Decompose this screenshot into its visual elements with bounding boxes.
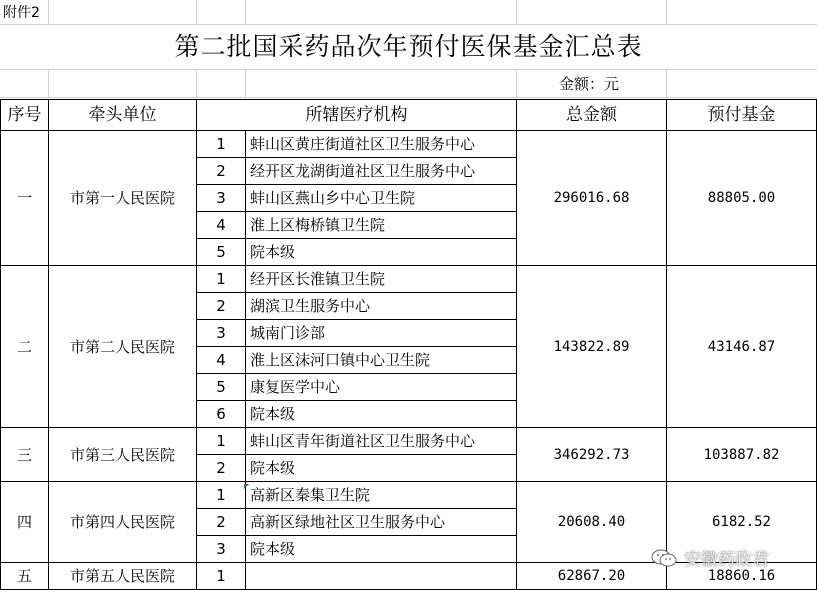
page-title: 第二批国采药品次年预付医保基金汇总表 — [174, 32, 643, 61]
table-row — [1, 428, 817, 455]
institution-name: 湖滨卫生服务中心 — [246, 293, 517, 320]
total-amount: 20608.40 — [517, 482, 667, 563]
institution-name: 康复医学中心 — [246, 374, 517, 401]
wechat-icon — [650, 548, 678, 568]
gridline — [0, 69, 817, 70]
group-seq: 五 — [1, 563, 49, 590]
header-institutions: 所辖医疗机构 — [197, 100, 517, 131]
gridline — [196, 0, 197, 24]
header-seq: 序号 — [1, 100, 49, 131]
total-amount: 296016.68 — [517, 131, 667, 266]
lead-unit: 市第四人民医院 — [49, 482, 197, 563]
institution-name: 高新区秦集卫生院 — [246, 482, 517, 509]
institution-name: 高新区绿地社区卫生服务中心 — [246, 509, 517, 536]
institution-no: 1 — [197, 563, 246, 590]
total-amount: 143822.89 — [517, 266, 667, 428]
gridline — [516, 69, 517, 97]
gridline — [666, 0, 667, 24]
header-total: 总金额 — [517, 100, 667, 131]
institution-no: 2 — [197, 509, 246, 536]
institution-name: 城南门诊部 — [246, 320, 517, 347]
institution-no: 1 — [197, 131, 246, 158]
institution-name: 经开区长淮镇卫生院 — [246, 266, 517, 293]
institution-no: 2 — [197, 158, 246, 185]
institution-no: 1 — [197, 482, 246, 509]
gridline — [245, 69, 246, 97]
institution-name: 蚌山区燕山乡中心卫生院 — [246, 185, 517, 212]
total-amount: 62867.20 — [517, 563, 667, 590]
watermark — [650, 545, 769, 570]
prepaid-fund: 103887.82 — [667, 428, 817, 482]
gridline — [0, 97, 817, 98]
institution-name: 蚌山区青年街道社区卫生服务中心 — [246, 428, 517, 455]
institution-no: 4 — [197, 212, 246, 239]
prepaid-fund: 43146.87 — [667, 266, 817, 428]
prepaid-fund: 6182.52 — [667, 482, 817, 563]
institution-name: 院本级 — [246, 401, 517, 428]
total-amount: 346292.73 — [517, 428, 667, 482]
institution-no: 5 — [197, 239, 246, 266]
institution-no: 1 — [197, 428, 246, 455]
prepaid-fund: 18860.16 — [667, 563, 817, 590]
institution-name: 院本级 — [246, 455, 517, 482]
watermark-text: 安徽药政君 — [684, 550, 769, 570]
gridline — [245, 0, 246, 24]
table-row — [1, 131, 817, 158]
cell-comment-marker — [244, 484, 249, 489]
header-lead-unit: 牵头单位 — [49, 100, 197, 131]
gridline — [0, 24, 817, 25]
header-row — [1, 100, 817, 131]
group-seq: 二 — [1, 266, 49, 428]
group-seq: 三 — [1, 428, 49, 482]
lead-unit: 市第五人民医院 — [49, 563, 197, 590]
institution-name: 院本级 — [246, 536, 517, 563]
institution-name: 蚌山区黄庄街道社区卫生服务中心 — [246, 131, 517, 158]
attachment-label: 附件2 — [3, 5, 40, 21]
institution-no: 3 — [197, 536, 246, 563]
institution-no: 2 — [197, 293, 246, 320]
gridline — [48, 69, 49, 97]
institution-name: 经开区龙湖街道社区卫生服务中心 — [246, 158, 517, 185]
gridline — [48, 0, 49, 24]
unit-label: 金额：元 — [559, 75, 620, 93]
institution-no: 4 — [197, 347, 246, 374]
group-seq: 一 — [1, 131, 49, 266]
institution-no: 6 — [197, 401, 246, 428]
table-row — [1, 482, 817, 509]
group-seq: 四 — [1, 482, 49, 563]
lead-unit: 市第一人民医院 — [49, 131, 197, 266]
institution-no: 2 — [197, 455, 246, 482]
institution-no: 5 — [197, 374, 246, 401]
table-row — [1, 266, 817, 293]
institution-name: 淮上区沫河口镇中心卫生院 — [246, 347, 517, 374]
institution-no: 1 — [197, 266, 246, 293]
institution-name: 淮上区梅桥镇卫生院 — [246, 212, 517, 239]
summary-table — [0, 99, 817, 590]
gridline — [666, 69, 667, 97]
lead-unit: 市第二人民医院 — [49, 266, 197, 428]
lead-unit: 市第三人民医院 — [49, 428, 197, 482]
gridline — [516, 0, 517, 24]
prepaid-fund: 88805.00 — [667, 131, 817, 266]
header-prepaid: 预付基金 — [667, 100, 817, 131]
gridline — [196, 69, 197, 97]
institution-no: 3 — [197, 320, 246, 347]
institution-name — [246, 563, 517, 590]
institution-name: 院本级 — [246, 239, 517, 266]
institution-no: 3 — [197, 185, 246, 212]
